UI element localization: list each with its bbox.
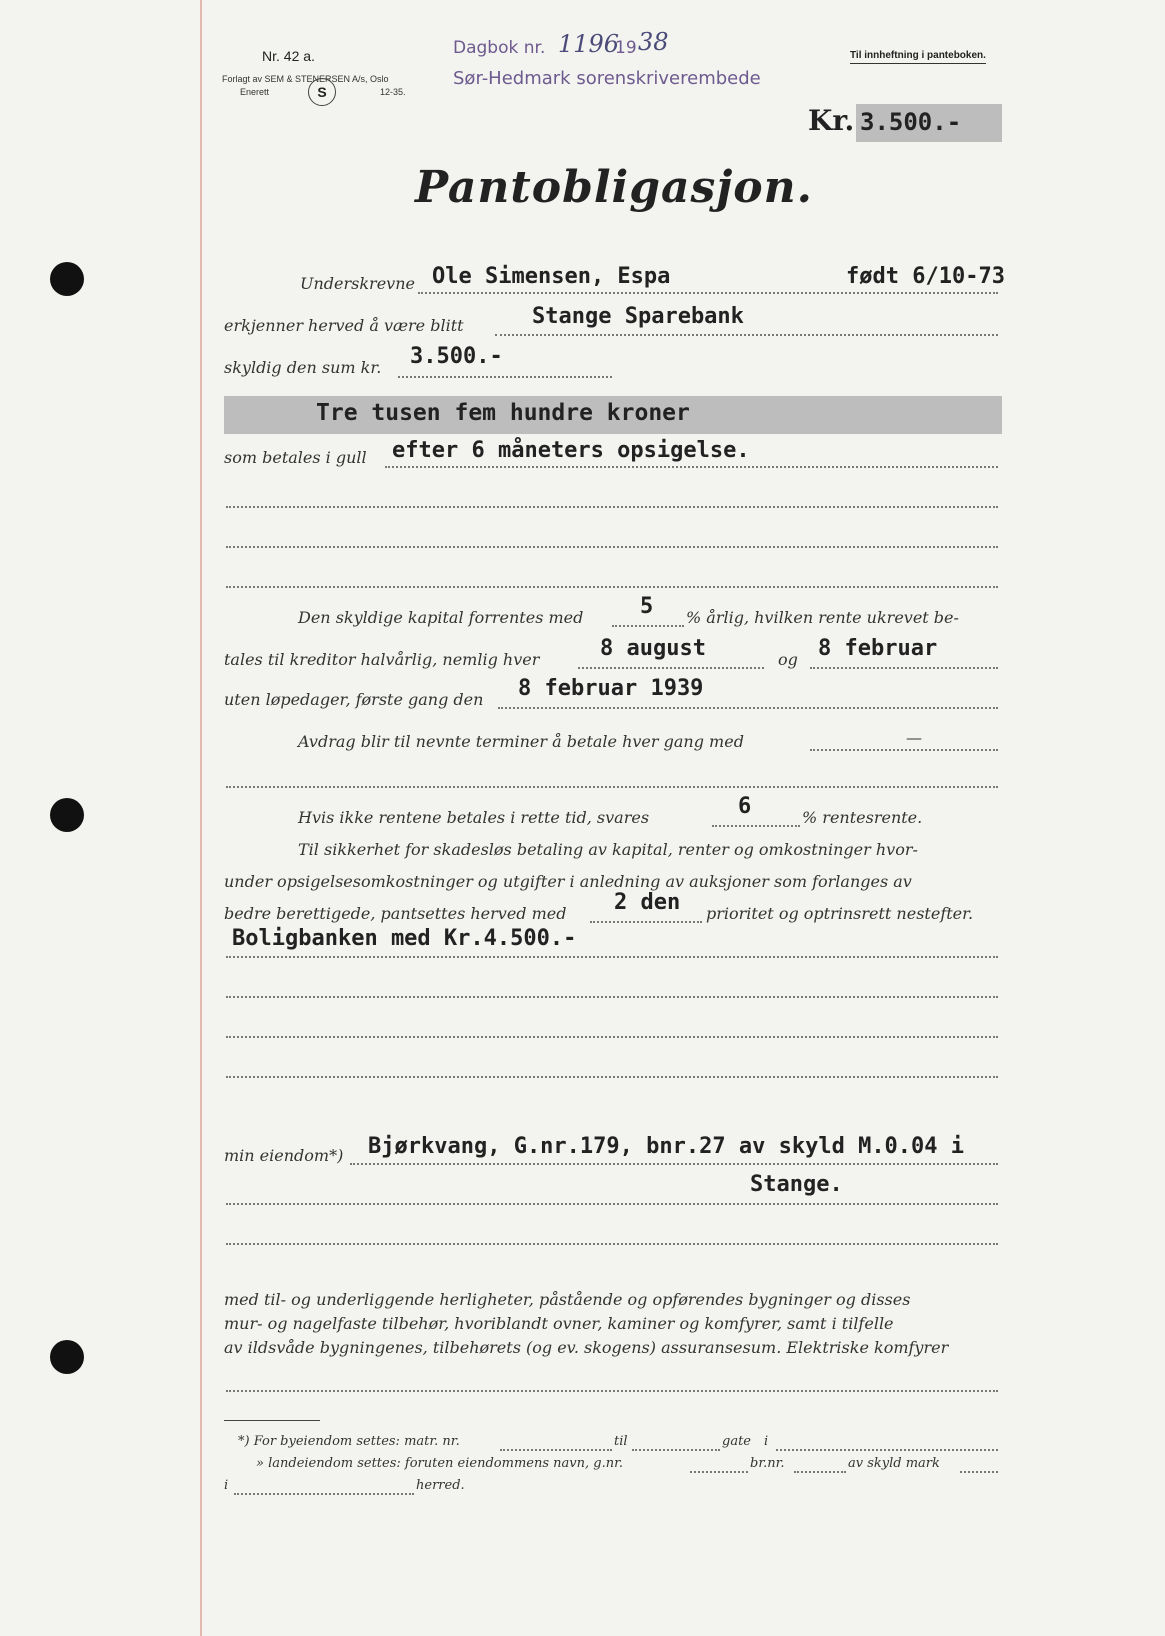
avdrag-text: Avdrag blir til nevnte terminer å betale hver gang med — [298, 732, 744, 751]
appurtenances-text: mur- og nagelfaste tilbehør, hvoriblandt ovner, kaminer og komfyrer, samt i tilfelle — [224, 1314, 894, 1333]
first-payment-date: 8 februar 1939 — [518, 676, 704, 701]
dotted-line — [226, 546, 998, 548]
security-text: prioritet og optrinsrett nestefter. — [706, 904, 974, 923]
property-value: Bjørkvang, G.nr.179, bnr.27 av skyld M.0.04 i — [368, 1134, 965, 1159]
rentesrente-value: 6 — [738, 794, 752, 819]
appurtenances-text: med til- og underliggende herligheter, påstående og opførendes bygninger og disses — [224, 1290, 911, 1309]
dotted-line — [398, 376, 612, 378]
dotted-line — [234, 1493, 414, 1495]
publisher-date: 12-35. — [380, 87, 406, 97]
security-text: under opsigelsesomkostninger og utgifter i anledning av auksjoner som forlanges av — [224, 872, 912, 891]
amount-value: 3.500.- — [860, 108, 962, 136]
rentesrente-text: % rentesrente. — [802, 808, 923, 827]
dotted-line — [418, 292, 998, 294]
avdrag-value: — — [906, 728, 922, 747]
publisher-enerett: Enerett — [240, 87, 270, 97]
betales-value: efter 6 måneters opsigelse. — [392, 438, 750, 463]
interest-date-1: 8 august — [600, 636, 706, 661]
dagbok-year: 38 — [638, 28, 669, 56]
dotted-line — [226, 586, 998, 588]
dotted-line — [590, 921, 702, 923]
dotted-line — [350, 1163, 998, 1165]
punch-hole — [50, 1340, 84, 1374]
dotted-line — [226, 786, 998, 788]
footnote-text: » landeiendom settes: foruten eiendommens navn, g.nr. — [256, 1456, 623, 1471]
interest-date-2: 8 februar — [818, 636, 938, 661]
interest-rate: 5 — [640, 594, 654, 619]
footnote-text: herred. — [416, 1478, 465, 1493]
dotted-line — [226, 1076, 998, 1078]
form-number: Nr. 42 a. — [262, 48, 315, 64]
publisher-logo: S — [308, 78, 336, 106]
security-text: Til sikkerhet for skadesløs betaling av kapital, renter og omkostninger hvor- — [298, 840, 918, 859]
interest-text: % årlig, hvilken rente ukrevet be- — [686, 608, 959, 627]
amount-label: Kr. — [808, 104, 855, 137]
dotted-line — [226, 996, 998, 998]
footnote-text: av skyld mark — [848, 1456, 940, 1471]
creditor-name: Stange Sparebank — [532, 304, 744, 329]
dotted-line — [794, 1471, 846, 1473]
footnote-text: i — [764, 1434, 769, 1449]
footnote-rule — [224, 1420, 320, 1421]
erkjenner-label: erkjenner herved å være blitt — [224, 316, 464, 335]
document-title: Pantobligasjon. — [415, 162, 813, 213]
birth-date: født 6/10-73 — [846, 264, 1005, 289]
dotted-line — [690, 1471, 748, 1473]
og-text: og — [778, 650, 798, 669]
amount-words: Tre tusen fem hundre kroner — [316, 400, 690, 426]
interest-text: Den skyldige kapital forrentes med — [298, 608, 584, 627]
rentesrente-text: Hvis ikke rentene betales i rette tid, svares — [298, 808, 650, 827]
skyldig-label: skyldig den sum kr. — [224, 358, 382, 377]
betales-label: som betales i gull — [224, 448, 367, 467]
dotted-line — [495, 334, 998, 336]
property-label: min eiendom*) — [224, 1146, 344, 1165]
office-stamp: Sør-Hedmark sorenskriverembede — [453, 68, 761, 89]
dagbok-number: 1196 — [558, 30, 620, 58]
dotted-line — [226, 1203, 998, 1205]
debtor-name: Ole Simensen, Espa — [432, 264, 671, 289]
dagbok-year-prefix: 19 — [615, 38, 637, 58]
dotted-line — [810, 749, 998, 751]
footnote-text: til — [614, 1434, 628, 1449]
security-text: bedre berettigede, pantsettes herved med — [224, 904, 567, 923]
dotted-line — [226, 506, 998, 508]
dotted-line — [500, 1449, 612, 1451]
property-municipality: Stange. — [750, 1172, 843, 1197]
interest-text: tales til kreditor halvårlig, nemlig hver — [224, 650, 540, 669]
publisher-line: Forlagt av SEM & STENERSEN A/s, Oslo — [222, 74, 389, 84]
dotted-line — [712, 825, 800, 827]
dotted-line — [385, 466, 998, 468]
skyldig-value: 3.500.- — [410, 344, 503, 369]
dotted-line — [960, 1471, 998, 1473]
dotted-line — [776, 1449, 998, 1451]
priority-value: 2 den — [614, 890, 681, 915]
punch-hole — [50, 262, 84, 296]
dagbok-label: Dagbok nr. — [453, 38, 546, 58]
dotted-line — [810, 667, 998, 669]
footnote-text: gate — [722, 1434, 751, 1449]
dotted-line — [226, 1036, 998, 1038]
margin-line — [200, 0, 202, 1636]
underskrevne-label: Underskrevne — [300, 274, 415, 293]
interest-text: uten løpedager, første gang den — [224, 690, 484, 709]
dotted-line — [226, 956, 998, 958]
footnote-text: br.nr. — [750, 1456, 785, 1471]
punch-hole — [50, 798, 84, 832]
dotted-line — [612, 625, 684, 627]
prior-lien: Boligbanken med Kr.4.500.- — [232, 926, 577, 951]
dotted-line — [226, 1243, 998, 1245]
dotted-line — [578, 667, 764, 669]
dotted-line — [498, 707, 998, 709]
appurtenances-text: av ildsvåde bygningenes, tilbehørets (og ev. skogens) assuransesum. Elektriske komfyrer — [224, 1338, 949, 1357]
dotted-line — [226, 1390, 998, 1392]
footnote-text: i — [224, 1478, 229, 1493]
dotted-line — [632, 1449, 720, 1451]
footnote-text: *) For byeiendom settes: matr. nr. — [238, 1434, 460, 1449]
binding-note: Til innheftning i panteboken. — [850, 50, 986, 64]
